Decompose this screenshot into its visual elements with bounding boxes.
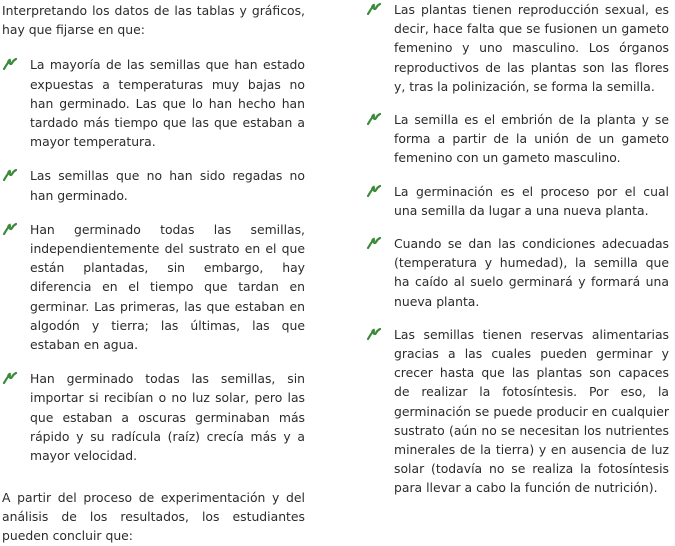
right-column <box>366 0 669 498</box>
sprout-bullet-icon <box>2 222 18 236</box>
left-column <box>2 0 305 465</box>
list-item <box>366 182 669 220</box>
list-item <box>2 166 305 204</box>
sprout-bullet-icon <box>2 168 18 182</box>
list-item <box>366 0 669 96</box>
sprout-bullet-icon <box>2 371 18 385</box>
list-item <box>366 110 669 168</box>
list-item-text: La mayoría de las semillas que han estado expuestas a temperaturas muy bajas no han germinado. Las que lo han hecho han tardado más tiempo que las que estaban a mayor temperatura. <box>30 57 305 150</box>
list-item-text: La germinación es el proceso por el cual una semilla da lugar a una nueva planta. <box>394 183 669 218</box>
list-item <box>2 55 305 151</box>
list-item-text: Han germinado todas las semillas, sin importar si recibían o no luz solar, pero las que estaban a oscuras germinaban más rápido y su radícula (raíz) crecía más y a mayor velocidad. <box>30 371 305 464</box>
list-item <box>2 369 305 465</box>
sprout-bullet-icon <box>366 236 382 250</box>
sprout-bullet-icon <box>366 2 382 16</box>
list-item-text: Las semillas que no han sido regadas no han germinado. <box>30 168 305 203</box>
list-item <box>366 325 669 498</box>
list-item-text: La semilla es el embrión de la planta y se forma a partir de la unión de un gameto femenino con un gameto masculino. <box>394 112 669 166</box>
sprout-bullet-icon <box>366 327 382 341</box>
list-item-text: Cuando se dan las condiciones adecuadas (temperatura y humedad), la semilla que ha caído al suelo germinará y formará una nueva planta. <box>394 236 669 309</box>
list-item-text: Las plantas tienen reproducción sexual, es decir, hace falta que se fusionen un gameto femenino y uno masculino. Los órganos reproductivos de las plantas son las flores y, tras la polinización, se forma la semilla. <box>394 2 669 94</box>
sprout-bullet-icon <box>366 184 382 198</box>
intro-paragraph: Interpretando los datos de las tablas y gráficos, hay que fijarse en que: <box>2 3 305 38</box>
outro-paragraph: A partir del proceso de experimentación y del análisis de los resultados, los estudiantes pueden concluir que: <box>2 490 305 544</box>
list-item <box>2 220 305 354</box>
list-item <box>366 234 669 311</box>
sprout-bullet-icon <box>2 57 18 71</box>
list-item-text: Han germinado todas las semillas, independientemente del sustrato en el que están plantadas, sin embargo, hay diferencia en el tiempo que tardan en germinar. Las primeras, las que estaban en algodón y tierra; las últimas, las que estaban en agua. <box>30 221 305 353</box>
sprout-bullet-icon <box>366 112 382 126</box>
list-item-text: Las semillas tienen reservas alimentarias gracias a las cuales pueden germinar y crecer hasta que las plantas son capaces de realizar la fotosíntesis. Por eso, la germinación se puede producir en cualquier sustrato (aún no se necesitan los nutrientes minerales de la tierra) y en ausencia de luz solar (todavía no se realiza la fotosíntesis para llevar a cabo la función de nutrición). <box>394 326 669 496</box>
